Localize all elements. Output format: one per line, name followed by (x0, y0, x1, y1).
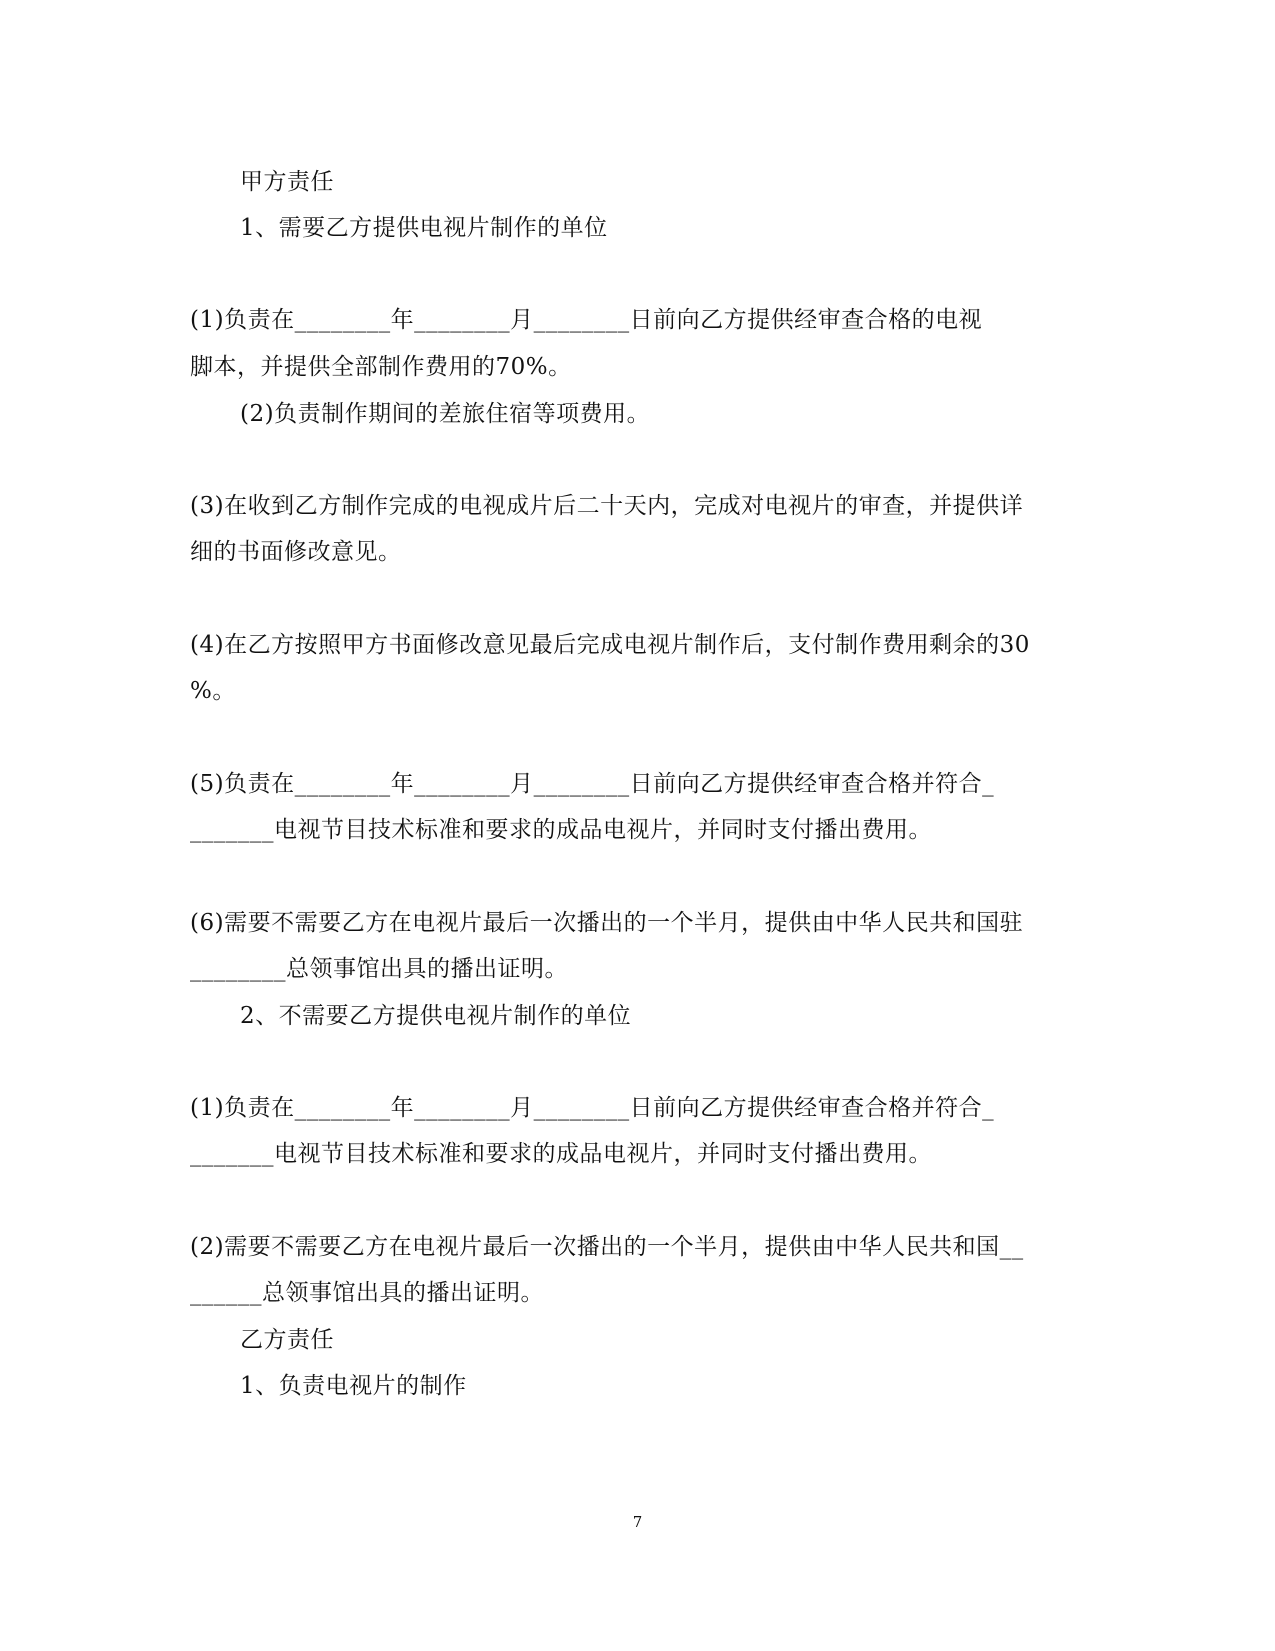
paragraph-line: %。 (190, 678, 236, 704)
section-heading-party-b: 乙方责任 (240, 1327, 334, 1353)
paragraph-line: (1)负责在________年________月________日前向乙方提供经审查合格并符合_ (190, 1095, 995, 1121)
paragraph-line: ______总领事馆出具的播出证明。 (190, 1280, 544, 1306)
paragraph-line: _______电视节目技术标准和要求的成品电视片，并同时支付播出费用。 (190, 817, 932, 843)
section-heading-party-a: 甲方责任 (240, 169, 334, 195)
paragraph-line: (3)在收到乙方制作完成的电视成片后二十天内，完成对电视片的审查，并提供详 (190, 493, 1024, 519)
paragraph-line: 细的书面修改意见。 (190, 539, 402, 565)
paragraph-line: (1)负责在________年________月________日前向乙方提供经审查合格的电视 (190, 307, 983, 333)
subsection-heading: 2、不需要乙方提供电视片制作的单位 (240, 1003, 632, 1029)
paragraph-line: _______电视节目技术标准和要求的成品电视片，并同时支付播出费用。 (190, 1141, 932, 1167)
paragraph-line: (2)负责制作期间的差旅住宿等项费用。 (240, 401, 651, 427)
subsection-heading: 1、需要乙方提供电视片制作的单位 (240, 215, 608, 241)
paragraph-line: (4)在乙方按照甲方书面修改意见最后完成电视片制作后，支付制作费用剩余的30 (190, 632, 1030, 658)
paragraph-line: (5)负责在________年________月________日前向乙方提供经审查合格并符合_ (190, 771, 995, 797)
paragraph-line: (2)需要不需要乙方在电视片最后一次播出的一个半月，提供由中华人民共和国__ (190, 1234, 1024, 1260)
subsection-heading: 1、负责电视片的制作 (240, 1373, 467, 1399)
paragraph-line: 脚本，并提供全部制作费用的70%。 (190, 354, 572, 380)
paragraph-line: (6)需要不需要乙方在电视片最后一次播出的一个半月，提供由中华人民共和国驻 (190, 910, 1024, 936)
paragraph-line: ________总领事馆出具的播出证明。 (190, 956, 568, 982)
page-number: 7 (632, 1513, 643, 1531)
